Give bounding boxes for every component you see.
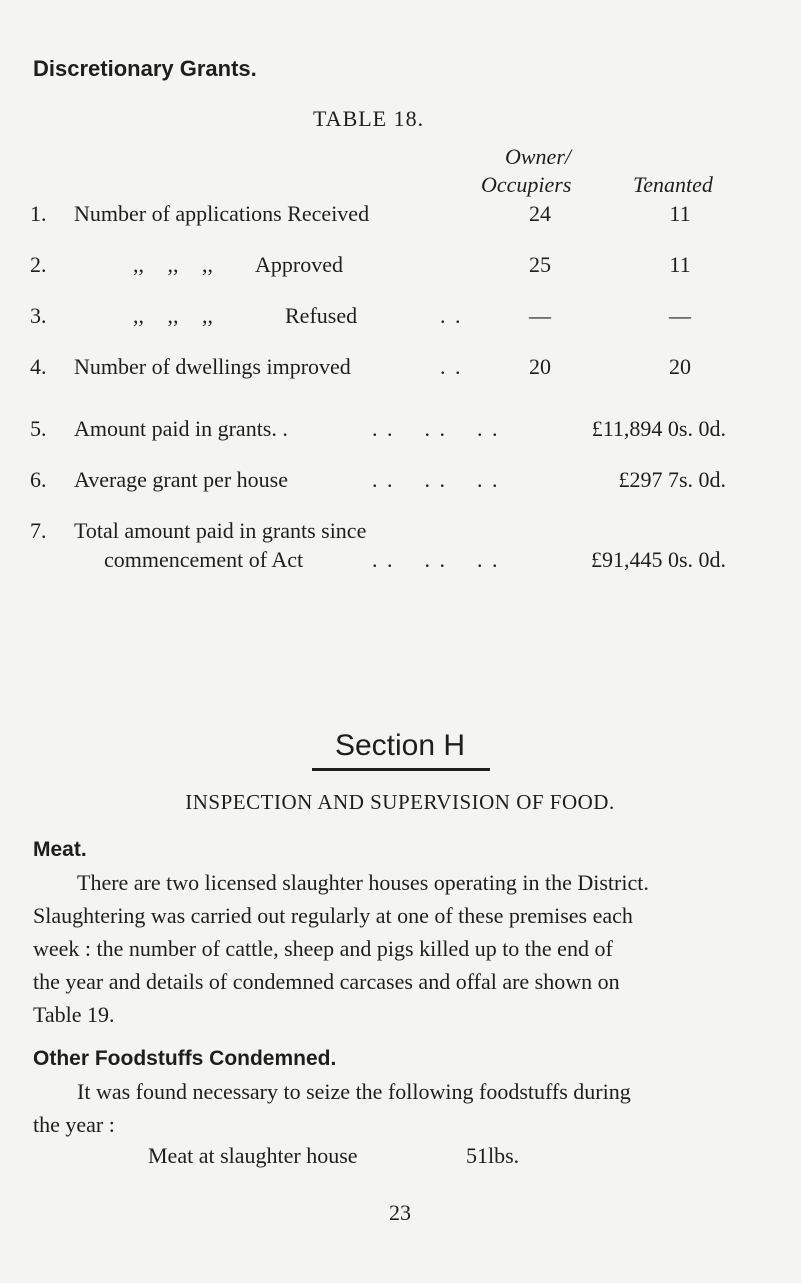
section-subheading: INSPECTION AND SUPERVISION OF FOOD. (185, 790, 615, 814)
tenanted-value: 11 (669, 252, 691, 277)
amount-value: £91,445 0s. 0d. (590, 547, 726, 572)
leader-dots: . . . . . . (372, 547, 500, 572)
page-heading: Discretionary Grants. (33, 56, 257, 81)
meat-paragraph (33, 866, 738, 1031)
leader-dots: . . (440, 303, 463, 328)
paragraph-line: the year and details of condemned carcases and offal are shown on (33, 969, 620, 994)
meat-heading: Meat. (33, 838, 87, 861)
paragraph-line: Table 19. (33, 1002, 115, 1027)
other-foodstuffs-paragraph (33, 1075, 738, 1141)
amount-value: £297 7s. 0d. (618, 467, 726, 492)
other-foodstuffs-heading: Other Foodstuffs Condemned. (33, 1047, 337, 1070)
table-title: TABLE 18. (313, 106, 425, 131)
row-label-continued: commencement of Act (104, 547, 304, 572)
owner-value: — (529, 303, 551, 328)
row-number: 7. (30, 518, 47, 543)
tenanted-value: 11 (669, 201, 691, 226)
ditto-marks: ,, ,, ,, (133, 252, 213, 277)
owner-value: 20 (529, 354, 551, 379)
owner-value: 25 (529, 252, 551, 277)
row-number: 6. (30, 467, 47, 492)
paragraph-line: week : the number of cattle, sheep and pigs killed up to the end of (33, 936, 613, 961)
row-label: Number of applications Received (74, 201, 370, 226)
row-number: 1. (30, 201, 47, 226)
tenanted-value: 20 (669, 354, 691, 379)
row-number: 5. (30, 416, 47, 441)
paragraph-line: the year : (33, 1112, 115, 1137)
row-number: 2. (30, 252, 47, 277)
leader-dots: . . (440, 354, 463, 379)
leader-dots: . . . . . . (372, 467, 500, 492)
paragraph-line: There are two licensed slaughter houses operating in the District. (77, 870, 649, 895)
page-number: 23 (389, 1200, 411, 1225)
paragraph-line: It was found necessary to seize the following foodstuffs during (77, 1079, 631, 1104)
column-header-owner-line1: Owner/ (505, 144, 571, 169)
row-label: Average grant per house (74, 467, 288, 492)
row-number: 3. (30, 303, 47, 328)
row-label: Number of dwellings improved (74, 354, 351, 379)
tenanted-value: — (669, 303, 691, 328)
row-label: Amount paid in grants. . (74, 416, 288, 441)
section-title-underline (312, 768, 490, 771)
leader-dots: . . . . . . (372, 416, 500, 441)
owner-value: 24 (529, 201, 551, 226)
paragraph-line: Slaughtering was carried out regularly at one of these premises each (33, 903, 633, 928)
row-label: Approved (255, 252, 343, 277)
ditto-marks: ,, ,, ,, (133, 303, 213, 328)
row-label: Total amount paid in grants since (74, 518, 367, 543)
column-header-tenanted: Tenanted (633, 172, 713, 197)
row-label: Refused (285, 303, 358, 328)
amount-value: £11,894 0s. 0d. (591, 416, 726, 441)
seized-item-label: Meat at slaughter house (148, 1143, 358, 1168)
column-header-owner-line2: Occupiers (481, 172, 572, 197)
section-title: Section H (334, 729, 466, 762)
seized-item-value: 51lbs. (466, 1143, 520, 1168)
row-number: 4. (30, 354, 47, 379)
